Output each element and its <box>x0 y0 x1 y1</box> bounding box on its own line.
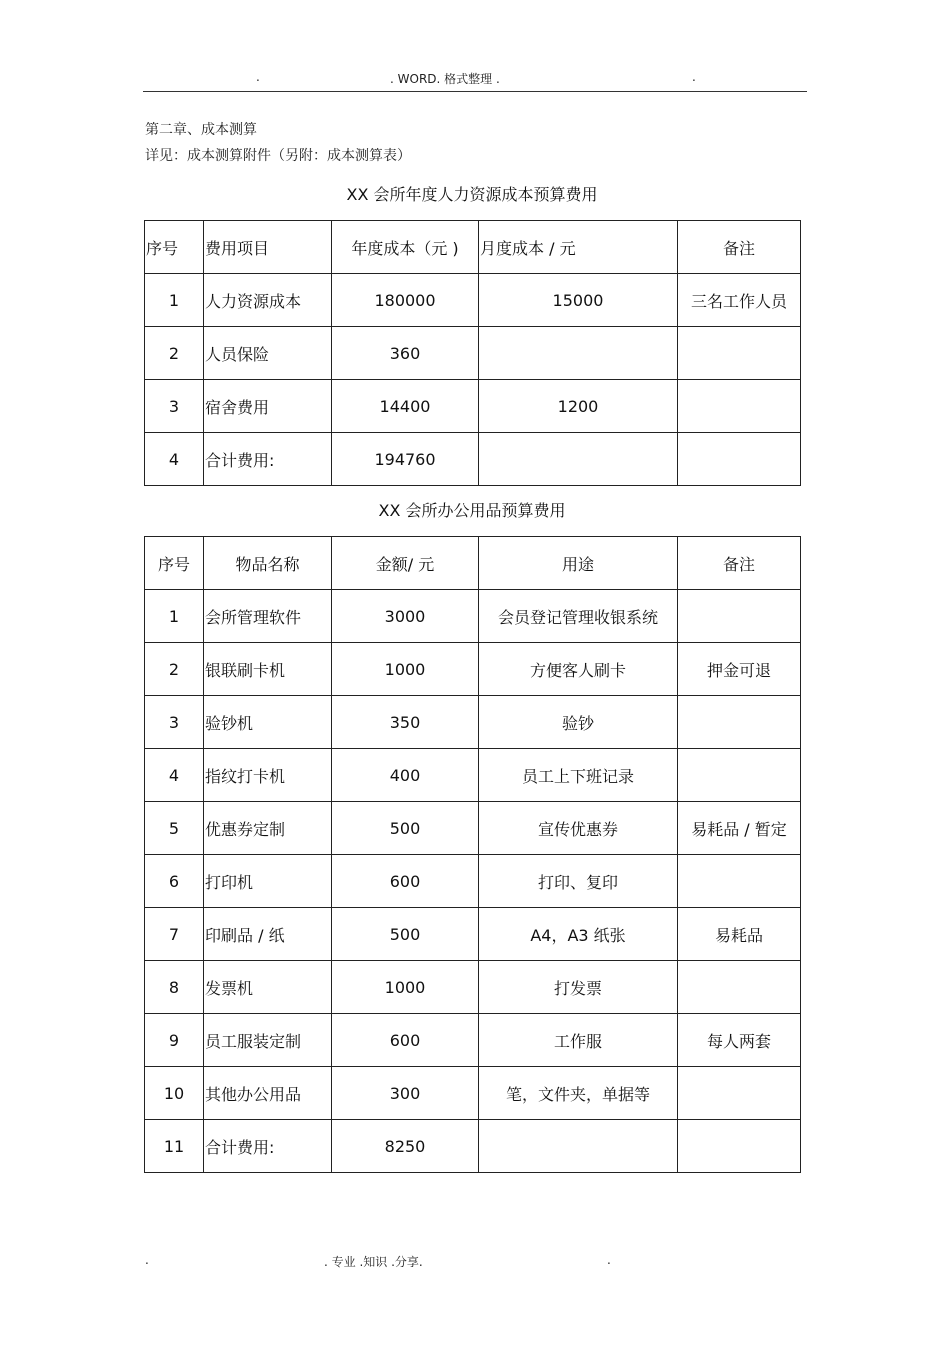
table-row <box>145 802 801 855</box>
table-cell: 打印机 <box>204 855 332 908</box>
table-cell: A4，A3 纸张 <box>479 908 678 961</box>
column-header: 序号 <box>145 537 204 590</box>
table-cell: 3000 <box>332 590 479 643</box>
footer-text: . 专业 .知识 .分享. <box>324 1255 423 1269</box>
table-cell: 会员登记管理收银系统 <box>479 590 678 643</box>
table-cell: 发票机 <box>204 961 332 1014</box>
footer-left-dot: . <box>145 1253 149 1267</box>
table-cell <box>678 749 801 802</box>
table-cell <box>678 1067 801 1120</box>
table-row <box>145 1014 801 1067</box>
table-cell: 8250 <box>332 1120 479 1173</box>
table-cell: 3 <box>145 696 204 749</box>
table-cell: 15000 <box>479 274 678 327</box>
column-header: 金额/ 元 <box>332 537 479 590</box>
column-header: 物品名称 <box>204 537 332 590</box>
table-row <box>145 749 801 802</box>
table-cell: 优惠券定制 <box>204 802 332 855</box>
table-cell: 验钞机 <box>204 696 332 749</box>
table-cell: 8 <box>145 961 204 1014</box>
table-cell: 9 <box>145 1014 204 1067</box>
table-cell: 员工服装定制 <box>204 1014 332 1067</box>
table-cell: 7 <box>145 908 204 961</box>
column-header: 费用项目 <box>204 221 332 274</box>
hr-cost-table <box>144 220 801 486</box>
table-cell: 180000 <box>332 274 479 327</box>
table-cell: 笔，文件夹，单据等 <box>479 1067 678 1120</box>
table-row <box>145 961 801 1014</box>
table1-title: XX 会所年度人力资源成本预算费用 <box>346 185 598 204</box>
column-header: 月度成本 / 元 <box>479 221 678 274</box>
table-cell: 194760 <box>332 433 479 486</box>
table-row <box>145 327 801 380</box>
table-cell: 人员保险 <box>204 327 332 380</box>
table-cell: 印刷品 / 纸 <box>204 908 332 961</box>
table-cell <box>678 696 801 749</box>
table-cell: 4 <box>145 749 204 802</box>
table-cell <box>678 380 801 433</box>
header-rule <box>143 91 807 92</box>
column-header: 备注 <box>678 537 801 590</box>
table-cell <box>479 433 678 486</box>
table-cell: 打印、复印 <box>479 855 678 908</box>
table-row <box>145 433 801 486</box>
table-cell <box>678 855 801 908</box>
table-cell: 1 <box>145 274 204 327</box>
table-cell: 合计费用: <box>204 1120 332 1173</box>
header-row <box>145 221 801 274</box>
detail-note: 详见：成本测算附件（另附：成本测算表） <box>145 148 411 164</box>
table-cell: 宣传优惠券 <box>479 802 678 855</box>
table-cell: 指纹打卡机 <box>204 749 332 802</box>
header-title: . WORD. 格式整理 . <box>390 72 500 86</box>
table-row <box>145 1067 801 1120</box>
table-cell <box>479 1120 678 1173</box>
table-cell: 4 <box>145 433 204 486</box>
table-cell: 三名工作人员 <box>678 274 801 327</box>
table-cell: 1200 <box>479 380 678 433</box>
table-cell <box>678 590 801 643</box>
table-cell: 人力资源成本 <box>204 274 332 327</box>
table-cell: 10 <box>145 1067 204 1120</box>
table-cell: 5 <box>145 802 204 855</box>
table-cell: 500 <box>332 802 479 855</box>
table-cell: 11 <box>145 1120 204 1173</box>
table-cell: 6 <box>145 855 204 908</box>
chapter-heading: 第二章、成本测算 <box>145 122 257 138</box>
table-cell: 合计费用: <box>204 433 332 486</box>
table-row <box>145 380 801 433</box>
table-cell <box>479 327 678 380</box>
header-row <box>145 537 801 590</box>
column-header: 序号 <box>145 221 204 274</box>
table-row <box>145 1120 801 1173</box>
table-cell: 会所管理软件 <box>204 590 332 643</box>
table-cell <box>678 961 801 1014</box>
table-cell: 600 <box>332 1014 479 1067</box>
table-row <box>145 908 801 961</box>
column-header: 用途 <box>479 537 678 590</box>
table-cell: 宿舍费用 <box>204 380 332 433</box>
table-cell: 2 <box>145 327 204 380</box>
header-right-dot: . <box>692 70 696 84</box>
table-cell: 易耗品 / 暂定 <box>678 802 801 855</box>
table-cell <box>678 1120 801 1173</box>
table-cell: 1000 <box>332 961 479 1014</box>
footer-right-dot: . <box>607 1253 611 1267</box>
header-left-dot: . <box>256 70 260 84</box>
table-cell: 1000 <box>332 643 479 696</box>
table-row <box>145 590 801 643</box>
office-supply-table <box>144 536 801 1173</box>
column-header: 备注 <box>678 221 801 274</box>
table-row <box>145 855 801 908</box>
table-cell: 400 <box>332 749 479 802</box>
table-row <box>145 274 801 327</box>
table-cell: 2 <box>145 643 204 696</box>
table-cell <box>678 327 801 380</box>
table2-title: XX 会所办公用品预算费用 <box>378 501 566 520</box>
table-cell: 3 <box>145 380 204 433</box>
table-cell: 360 <box>332 327 479 380</box>
column-header: 年度成本（元 ) <box>332 221 479 274</box>
table-cell: 14400 <box>332 380 479 433</box>
table-cell: 每人两套 <box>678 1014 801 1067</box>
table-cell <box>678 433 801 486</box>
table-cell: 350 <box>332 696 479 749</box>
table-cell: 银联刷卡机 <box>204 643 332 696</box>
table-cell: 300 <box>332 1067 479 1120</box>
table-row <box>145 696 801 749</box>
table-cell: 押金可退 <box>678 643 801 696</box>
table-cell: 验钞 <box>479 696 678 749</box>
table-cell: 500 <box>332 908 479 961</box>
table-cell: 方便客人刷卡 <box>479 643 678 696</box>
table-cell: 易耗品 <box>678 908 801 961</box>
table-cell: 1 <box>145 590 204 643</box>
table-cell: 工作服 <box>479 1014 678 1067</box>
table-cell: 其他办公用品 <box>204 1067 332 1120</box>
table-cell: 打发票 <box>479 961 678 1014</box>
table-cell: 600 <box>332 855 479 908</box>
table-cell: 员工上下班记录 <box>479 749 678 802</box>
table-row <box>145 643 801 696</box>
